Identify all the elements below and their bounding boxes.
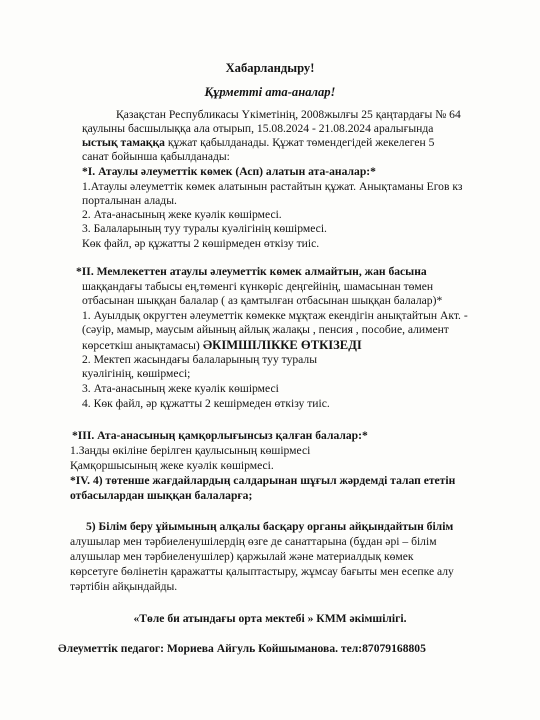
- pedagogue-signature: Әлеуметтік педагог: Мориева Айгуль Койшымановa. тел:87079168805: [58, 642, 426, 655]
- paragraph-line: алушылар мен тәрбиеленушілердің өзге де санаттарына (бұдан әрі – білім: [70, 535, 437, 548]
- list-item: 3. Балаларының туу туралы куәлігінің көшірмесі.: [82, 222, 327, 235]
- list-item: 1.Заңды өкіліне берілген қаулысының көшірмесі: [70, 444, 311, 457]
- intro-line: Қазақстан Республикасы Үкіметінің, 2008жылғы 25 қаңтардағы № 64: [116, 108, 461, 121]
- list-item: куәлігінің, көшірмесі;: [82, 367, 191, 380]
- paragraph-line: тәртібін айқындайды.: [70, 580, 178, 593]
- section-2-heading: *II. Мемлекеттен атаулы әлеуметтік көмек алмайтын, жан басына: [76, 265, 427, 278]
- list-item: Қамқоршысының жеке куәлік көшірмесі.: [70, 459, 274, 472]
- section-4-heading: *IV. 4) төтенше жағдайлардың салдарынан шұғыл жәрдемді талап ететін: [70, 474, 456, 487]
- list-item: 1.Атаулы әлеуметтік көмек алатынын растайтын құжат. Анықтаманы Егов кз: [82, 180, 463, 193]
- section-4-heading: отбасылардан шыққан балаларға;: [70, 489, 253, 502]
- list-item: порталынан алады.: [82, 194, 177, 207]
- section-5-lead: 5) Білім беру ұйымының алқалы басқару органы айқындайтын білім: [86, 520, 454, 533]
- paragraph-line: алушылар мен тәрбиеленушілер) қаржылай және материалдық көмек: [70, 550, 414, 563]
- notice-title: Хабарландыру!: [225, 61, 315, 75]
- intro-line: санат бойынша қабылданады:: [82, 150, 230, 163]
- list-item: 1. Ауылдық округтен әлеуметтік көмекке мұқтаж екендігін анықтайтын Акт. -: [82, 309, 468, 322]
- list-item: (сәуір, мамыр, маусым айының айлық жалақы , пенсия , пособие, алимент: [82, 323, 449, 336]
- greeting: Құрметті ата-аналар!: [204, 85, 336, 99]
- section-2-subheading: шаққандағы табысы ең,төменгі күнкөріс деңгейінің, шамасынан төмен: [82, 280, 434, 293]
- list-item: Көк файл, әр құжатты 2 көшірмеден өткізу тиіс.: [82, 237, 320, 250]
- list-item: [82, 338, 362, 353]
- section-2-subheading: отбасынан шыққан балалар ( аз қамтылған отбасынан шыққан балалар)*: [82, 294, 443, 307]
- list-item: 2. Мектеп жасындағы балаларының туу туралы: [82, 353, 318, 366]
- intro-line-bold-start: [82, 136, 434, 150]
- section-3-heading: *III. Ата-анасының қамқорлығынсыз қалған балалар:*: [72, 429, 368, 442]
- list-item: 3. Ата-анасының жеке куәлік көшірмесі: [82, 382, 279, 395]
- certificate-note: көрсеткіш анықтамасы): [82, 339, 200, 352]
- school-signature: «Төле би атындағы орта мектебі » КММ әкімшілігі.: [133, 612, 407, 625]
- intro-line: қаулыны басшылыққа ала отырып, 15.08.2024 - 21.08.2024 аралығында: [82, 122, 434, 135]
- section-1-heading: *I. Атаулы әлеуметтік көмек (Асп) алатын ата-аналар:*: [82, 165, 376, 178]
- intro-line-rest: құжат қабылданады. Құжат төмендегідей жекелеген 5: [164, 136, 435, 149]
- list-item: 2. Ата-анасының жеке куәлік көшірмесі.: [82, 208, 282, 221]
- hot-meal-emphasis: ыстық тамаққа: [82, 136, 165, 149]
- paragraph-line: көрсетуге бөлінетін қаражатты қалыптастыру, жұмсау бағыты мен есепке алу: [70, 565, 454, 578]
- akimat-submit-note: ӘКІМШІЛІККЕ ӨТКІЗЕДІ: [199, 338, 362, 352]
- list-item: 4. Көк файл, әр құжатты 2 кешірмеден өткізу тиіс.: [82, 397, 330, 410]
